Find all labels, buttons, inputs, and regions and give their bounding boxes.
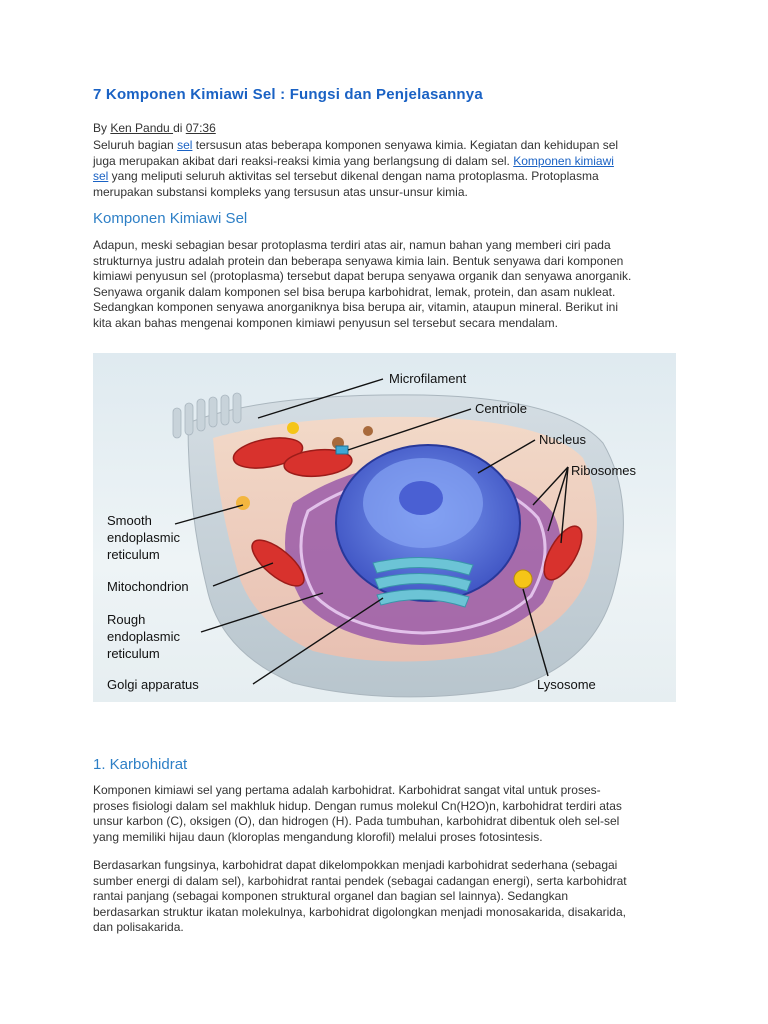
link-sel[interactable]: sel bbox=[177, 138, 193, 152]
cell-diagram-figure bbox=[93, 353, 676, 702]
paragraph-line: Komponen kimiawi sel yang pertama adalah karbohidrat. Karbohidrat sangat vital untuk proses- bbox=[93, 783, 601, 797]
paragraph-line: strukturnya justru adalah protein dan beberapa senyawa kimia lain. Bentuk senyawa dari komponen bbox=[93, 253, 624, 268]
paragraph-line: kita akan bahas mengenai komponen kimiawi penyusun sel tersebut secara mendalam. bbox=[93, 315, 558, 330]
intro-text: merupakan substansi kompleks yang tersusun atas unsur-unsur kimia. bbox=[93, 184, 468, 199]
byline-di: di bbox=[173, 121, 186, 135]
paragraph-line: kimiawi penyusun sel (protoplasma) tersebut dapat berupa senyawa organik dan senyawa anorganik. bbox=[93, 269, 632, 283]
label-rough-er: Rough bbox=[107, 612, 146, 627]
link-komponen-kimiawi[interactable]: Komponen kimiawi bbox=[513, 153, 614, 168]
section-paragraph bbox=[93, 238, 676, 331]
label-smooth-er: endoplasmic bbox=[107, 530, 180, 545]
label-smooth-er: reticulum bbox=[107, 547, 160, 562]
paragraph-line: dan polisakarida. bbox=[93, 920, 184, 934]
paragraph-line: Adapun, meski sebagian besar protoplasma terdiri atas air, namun bahan yang memberi ciri pada bbox=[93, 238, 611, 252]
label-mitochondrion: Mitochondrion bbox=[107, 579, 189, 594]
paragraph-line: unsur karbon (C), oksigen (O), dan hidrogen (H). Pada tumbuhan, karbohidrat dibentuk oleh sel-sel bbox=[93, 814, 620, 828]
label-rough-er: reticulum bbox=[107, 646, 160, 661]
label-golgi: Golgi apparatus bbox=[107, 677, 199, 692]
link-sel-2[interactable]: sel bbox=[93, 169, 109, 183]
author-link[interactable]: Ken Pandu bbox=[110, 121, 174, 135]
time-link[interactable]: 07:36 bbox=[185, 121, 216, 135]
paragraph-line: yang memiliki hijau daun (kloroplas mengandung klorofil) melalui proses fotosintesis. bbox=[93, 829, 543, 844]
label-microfilament: Microfilament bbox=[389, 371, 467, 386]
label-centriole: Centriole bbox=[475, 401, 528, 416]
label-rough-er: endoplasmic bbox=[107, 629, 180, 644]
byline bbox=[93, 121, 216, 135]
paragraph-line: sumber energi di dalam sel), karbohidrat rantai pendek (sebagai cadangan energi), serta karbohidrat bbox=[93, 873, 627, 888]
subheading-karbohidrat: 1. Karbohidrat bbox=[93, 756, 188, 773]
cell-illustration bbox=[93, 353, 676, 702]
section-heading: Komponen Kimiawi Sel bbox=[93, 210, 248, 227]
intro-text: yang meliputi seluruh aktivitas sel tersebut dikenal dengan nama protoplasma. Protoplasma bbox=[108, 169, 599, 183]
intro-text: juga merupakan akibat dari reaksi-reaksi kimia yang berlangsung di dalam sel. bbox=[93, 153, 514, 168]
byline-by: By bbox=[93, 121, 111, 135]
intro-text: tersusun atas beberapa komponen senyawa kimia. Kegiatan dan kehidupan sel bbox=[192, 138, 619, 152]
paragraph-line: Senyawa organik dalam komponen sel bisa berupa karbohidrat, lemak, protein, dan asam nukleat. bbox=[93, 284, 616, 299]
lysosome bbox=[514, 570, 532, 588]
paragraph-line: rantai panjang (sebagai komponen struktural organel dan bagian sel lainnya). Sedangkan bbox=[93, 889, 568, 903]
golgi-apparatus bbox=[373, 557, 473, 607]
paragraph-line: berdasarkan struktur ikatan molekulnya, karbohidrat digolongkan menjadi monosakarida, disakarida, bbox=[93, 904, 626, 919]
label-nucleus: Nucleus bbox=[539, 432, 586, 447]
karbohidrat-paragraph-1 bbox=[93, 783, 676, 845]
label-ribosomes: Ribosomes bbox=[571, 463, 637, 478]
label-smooth-er: Smooth bbox=[107, 513, 152, 528]
intro-text: Seluruh bagian bbox=[93, 138, 178, 152]
paragraph-line: Berdasarkan fungsinya, karbohidrat dapat dikelompokkan menjadi karbohidrat sederhana (sebagai bbox=[93, 858, 618, 872]
paragraph-line: proses fisiologi dalam sel makhluk hidup. Dengan rumus molekul Cn(H2O)n, karbohidrat terdiri atas bbox=[93, 798, 622, 813]
label-lysosome: Lysosome bbox=[537, 677, 596, 692]
article-title: 7 Komponen Kimiawi Sel : Fungsi dan Penjelasannya bbox=[93, 86, 483, 103]
karbohidrat-paragraph-2 bbox=[93, 858, 676, 936]
centriole bbox=[336, 446, 348, 454]
paragraph-line: Sedangkan komponen senyawa anorganiknya bisa berupa air, vitamin, ataupun mineral. Berikut ini bbox=[93, 300, 618, 314]
intro-paragraph bbox=[93, 138, 676, 200]
nucleolus bbox=[399, 481, 443, 515]
